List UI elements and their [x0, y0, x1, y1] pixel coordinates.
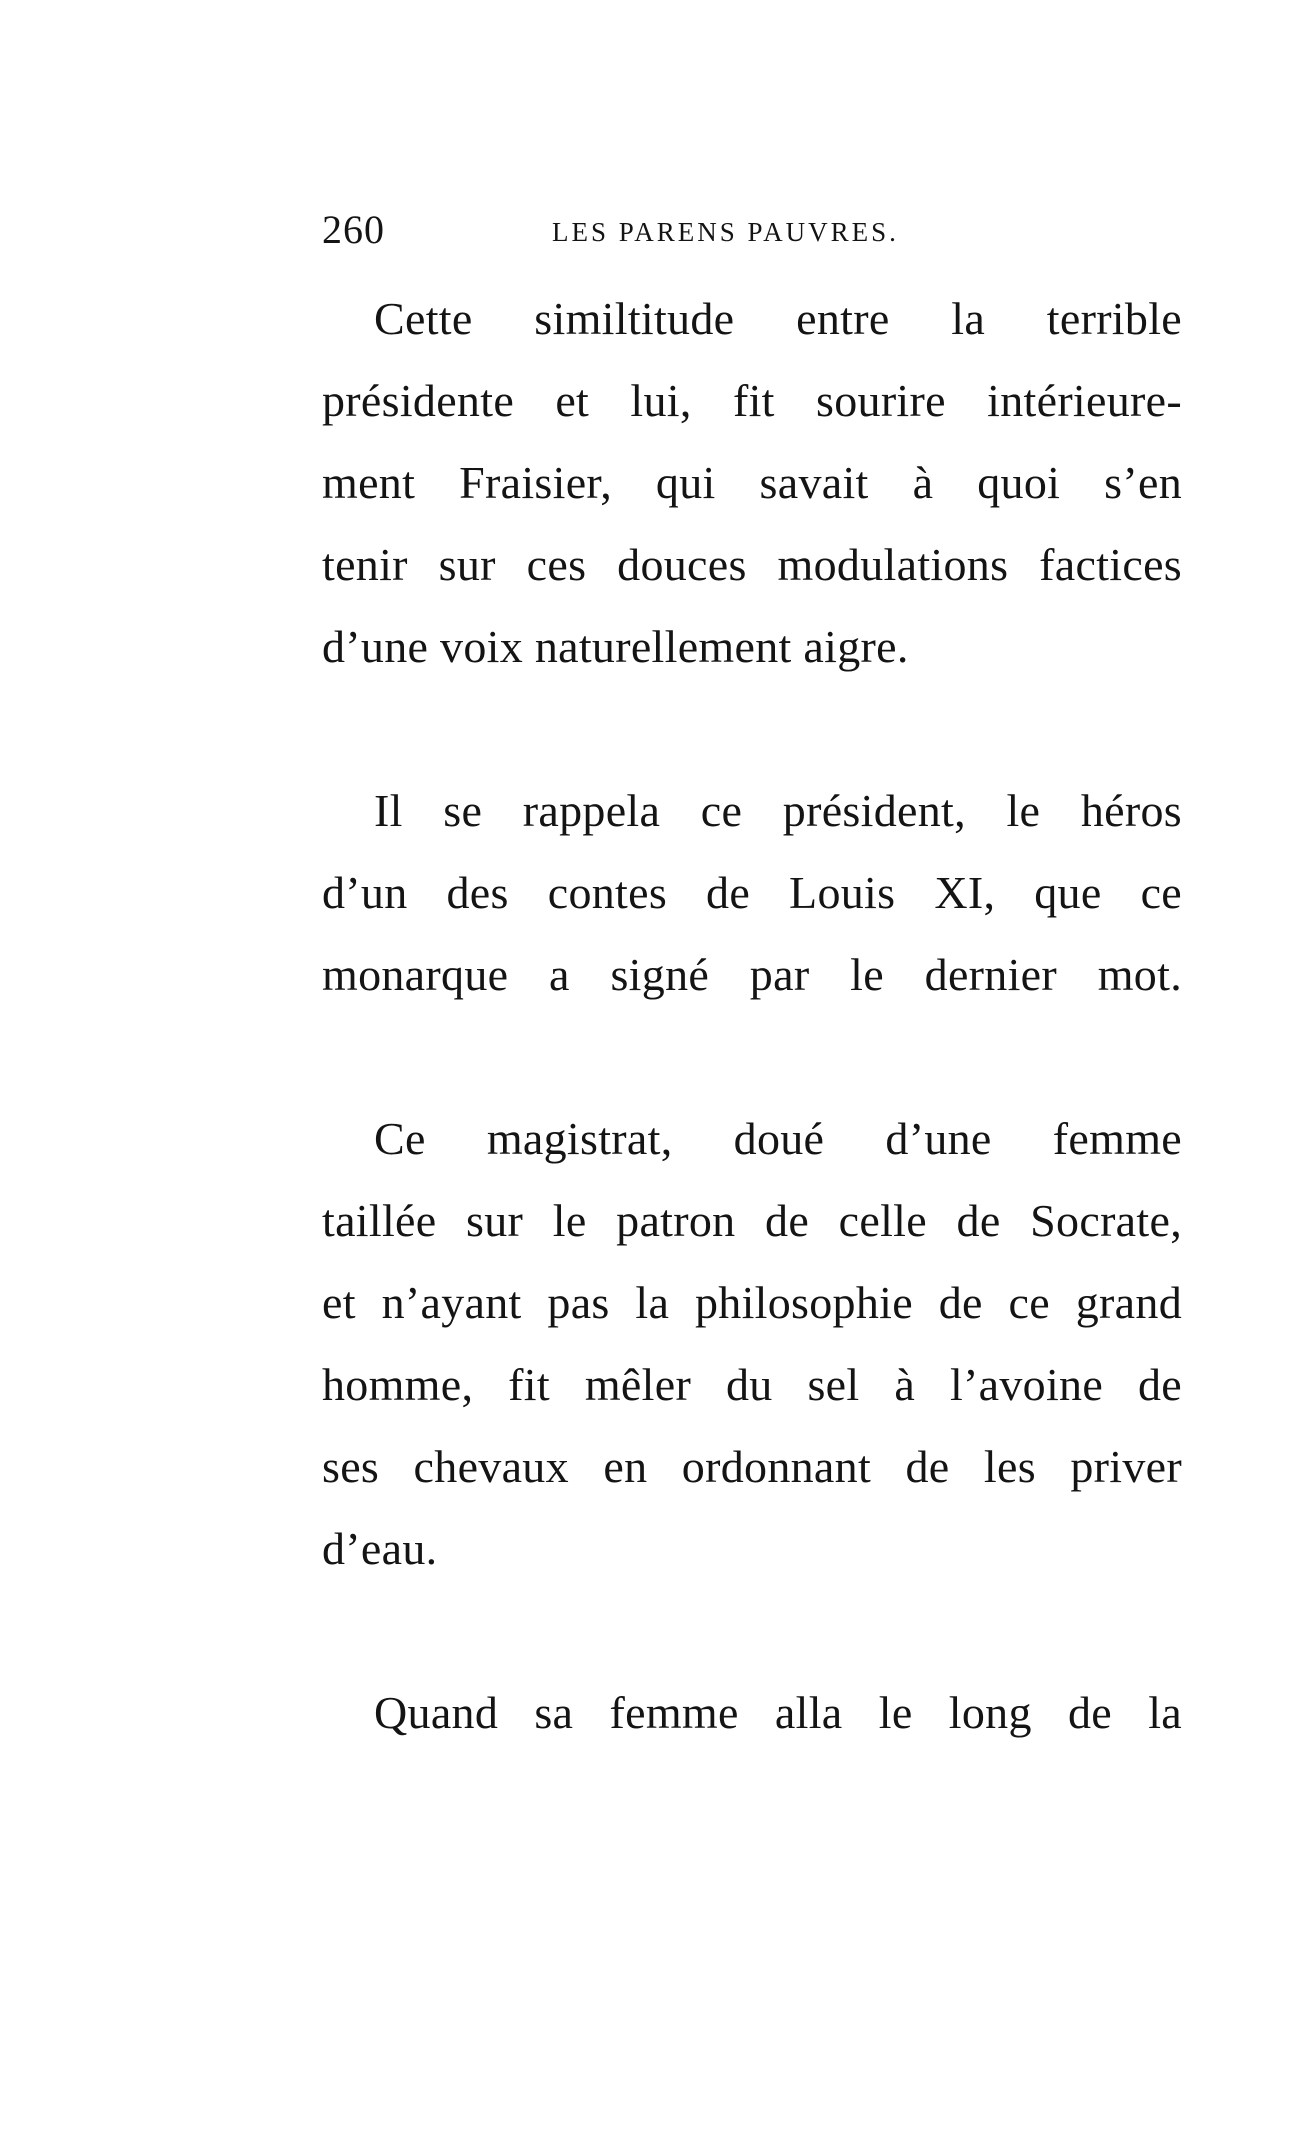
text-line: d’un des contes de Louis XI, que ce [322, 867, 1182, 918]
text-line: Ce magistrat, doué d’une femme [374, 1113, 1182, 1164]
running-title: LES PARENS PAUVRES. [552, 217, 899, 247]
paragraph [322, 1098, 1182, 1590]
text-line: d’une voix naturellement aigre. [322, 621, 909, 672]
paragraph [322, 278, 1182, 688]
page-header [322, 205, 1182, 255]
text-line: présidente et lui, fit sourire intérieure- [322, 375, 1182, 426]
text-line: et n’ayant pas la philosophie de ce grand [322, 1277, 1182, 1328]
text-line: Quand sa femme alla le long de la [374, 1687, 1182, 1738]
text-line: homme, fit mêler du sel à l’avoine de [322, 1359, 1182, 1410]
text-line: tenir sur ces douces modulations factices [322, 539, 1182, 590]
text-line: Il se rappela ce président, le héros [374, 785, 1182, 836]
text-line: d’eau. [322, 1523, 438, 1574]
paragraph [322, 770, 1182, 1016]
text-line: ment Fraisier, qui savait à quoi s’en [322, 457, 1182, 508]
body-text [322, 278, 1182, 1754]
text-line: ses chevaux en ordonnant de les priver [322, 1441, 1182, 1492]
text-line: monarque a signé par le dernier mot. [322, 949, 1182, 1000]
text-line: Cette similtitude entre la terrible [374, 293, 1182, 344]
paragraph [322, 1672, 1182, 1754]
page-number: 260 [322, 207, 385, 252]
text-line: taillée sur le patron de celle de Socrate, [322, 1195, 1182, 1246]
